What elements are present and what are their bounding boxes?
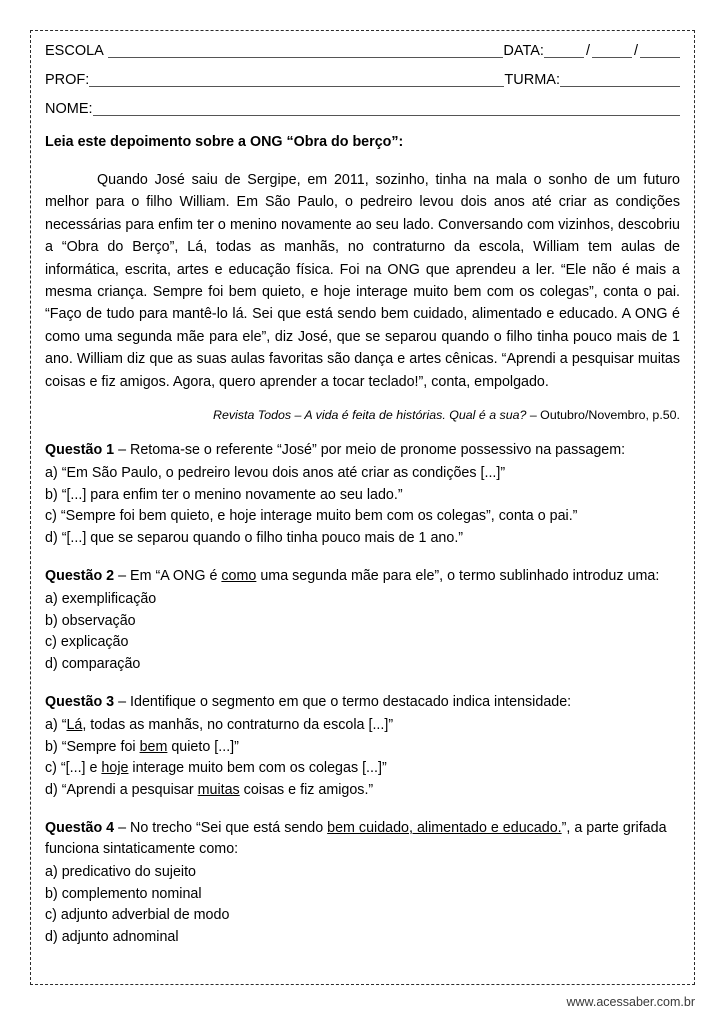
question-2-alternative-d[interactable] xyxy=(45,654,680,676)
alt-prefix: b) xyxy=(45,738,62,755)
alt-text-after: , todas as manhãs, no contraturno da escola [...]” xyxy=(82,717,394,734)
question-2-number: Questão 2 xyxy=(45,568,115,585)
question-1-alternative-d[interactable] xyxy=(45,528,680,550)
alt-text-after: quieto [...]” xyxy=(167,738,239,755)
question-4-stem xyxy=(45,818,680,860)
alt-text-before: “[...] que se separou quando o filho tinha pouco mais de 1 ano.” xyxy=(61,529,464,546)
worksheet-content xyxy=(45,132,680,948)
question-1-text-before: Retoma-se o referente “José” por meio de pronome possessivo na passagem: xyxy=(130,442,626,459)
question-2-text-after: uma segunda mãe para ele”, o termo sublinhado introduz uma: xyxy=(256,568,660,585)
question-3-alternative-b[interactable] xyxy=(45,737,680,759)
question-1-stem xyxy=(45,440,680,461)
question-4-number: Questão 4 xyxy=(45,820,115,837)
alt-prefix: d) xyxy=(45,655,62,672)
question-2-stem xyxy=(45,566,680,587)
alt-prefix: a) xyxy=(45,465,62,482)
question-3-dash: – xyxy=(114,694,131,711)
nome-label: NOME: xyxy=(45,101,93,117)
alt-prefix: d) xyxy=(45,781,62,798)
identification-block xyxy=(45,41,680,118)
footer-website[interactable]: www.acessaber.com.br xyxy=(566,995,695,1009)
alt-text-before: “[...] e xyxy=(60,760,102,777)
alt-underlined: bem xyxy=(139,738,168,755)
prof-turma-row xyxy=(45,72,680,89)
question-1-alternative-a[interactable] xyxy=(45,463,680,485)
question-4-alternative-b[interactable] xyxy=(45,884,680,906)
reading-passage: Quando José saiu de Sergipe, em 2011, sozinho, tinha na mala o sonho de um futuro melhor para o filho William. Em São Paulo, o pedreiro levou dois anos até criar as condições necessárias para enfim ter o menino novamente ao seu lado. Conversando com vizinhos, descobriu a “Obra do Berço”, Lá, todas as manhãs, no contraturno da escola, William tem aulas de informática, escrita, artes e educação física. Foi na ONG que aprendeu a ler. “Ele não é mais a mesma criança. Sempre foi bem quieto, e hoje interage muito bem com os colegas”, conta o pai. “Faço de tudo para mantê-lo lá. Sei que está sendo bem cuidado, alimentado e educado. A ONG é como uma segunda mãe para ele”, diz José, que se separou quando o filho tinha pouco mais de 1 ano. William diz que as suas aulas favoritas são dança e artes cênicas. “Aprendi a pesquisar muitas coisas e fiz amigos. Agora, quero aprender a tocar teclado!”, conta, empolgado. xyxy=(45,172,680,390)
question-4-dash: – xyxy=(114,820,131,837)
question-3-alternative-d[interactable] xyxy=(45,780,680,802)
reading-instruction: Leia este depoimento sobre a ONG “Obra do berço”: xyxy=(45,134,404,150)
alt-text-before: complemento nominal xyxy=(61,885,202,902)
alt-text-before: adjunto adverbial de modo xyxy=(60,907,230,924)
alt-text-after: coisas e fiz amigos.” xyxy=(239,781,374,798)
question-2-alternative-c[interactable] xyxy=(45,632,680,654)
data-month-field[interactable] xyxy=(592,44,632,58)
alt-text-before: explicação xyxy=(60,634,129,651)
alt-prefix: a) xyxy=(45,864,62,881)
alt-text-before: predicativo do sujeito xyxy=(61,864,197,881)
date-separator-2: / xyxy=(633,43,638,59)
question-4-alternative-c[interactable] xyxy=(45,905,680,927)
alt-text-before: “Sempre foi xyxy=(61,738,140,755)
prof-field[interactable] xyxy=(89,73,504,87)
question-1-alternative-b[interactable] xyxy=(45,485,680,507)
alt-text-before: “Aprendi a pesquisar xyxy=(61,781,198,798)
question-block-4 xyxy=(45,818,680,948)
alt-text-before: “ xyxy=(61,717,67,734)
question-3-alternative-a[interactable] xyxy=(45,715,680,737)
alt-text-before: observação xyxy=(61,612,136,629)
alt-prefix: b) xyxy=(45,612,62,629)
escola-data-row xyxy=(45,43,680,60)
nome-row xyxy=(45,101,680,118)
alt-text-before: exemplificação xyxy=(61,591,157,608)
question-block-3 xyxy=(45,692,680,801)
question-block-2 xyxy=(45,566,680,675)
question-4-text-after: ”, a parte grifada funciona sintaticamente como: xyxy=(45,820,667,858)
alt-prefix: a) xyxy=(45,591,62,608)
question-3-number: Questão 3 xyxy=(45,694,115,711)
alt-text-after: interage muito bem com os colegas [...]” xyxy=(128,760,387,777)
passage-source xyxy=(45,407,680,423)
question-3-text-before: Identifique o segmento em que o termo destacado indica intensidade: xyxy=(130,694,572,711)
turma-field[interactable] xyxy=(560,73,680,87)
prof-label: PROF: xyxy=(45,72,90,88)
alt-prefix: a) xyxy=(45,717,62,734)
nome-field[interactable] xyxy=(93,102,680,116)
question-1-number: Questão 1 xyxy=(45,442,115,459)
question-3-alternative-c[interactable] xyxy=(45,758,680,780)
worksheet-frame xyxy=(30,30,695,985)
alt-text-before: “Sempre foi bem quieto, e hoje interage muito bem com os colegas”, conta o pai.” xyxy=(60,508,578,525)
alt-prefix: c) xyxy=(45,508,61,525)
data-label: DATA: xyxy=(503,43,544,59)
data-day-field[interactable] xyxy=(544,44,584,58)
question-3-stem xyxy=(45,692,680,713)
escola-field[interactable] xyxy=(108,44,504,58)
question-4-alternative-a[interactable] xyxy=(45,862,680,884)
question-4-text-before: No trecho “Sei que está sendo xyxy=(130,820,328,837)
source-reference: – Outubro/Novembro, p.50. xyxy=(526,408,680,423)
question-2-alternative-b[interactable] xyxy=(45,611,680,633)
question-2-alternative-a[interactable] xyxy=(45,589,680,611)
question-1-alternative-c[interactable] xyxy=(45,506,680,528)
question-4-underlined: bem cuidado, alimentado e educado. xyxy=(327,820,562,837)
turma-label: TURMA: xyxy=(504,72,560,88)
alt-prefix: d) xyxy=(45,529,62,546)
alt-underlined: muitas xyxy=(197,781,240,798)
question-block-1 xyxy=(45,440,680,549)
question-1-dash: – xyxy=(114,442,131,459)
question-2-text-before: Em “A ONG é xyxy=(130,568,222,585)
data-year-field[interactable] xyxy=(640,44,680,58)
alt-prefix: d) xyxy=(45,928,62,945)
escola-label: ESCOLA xyxy=(45,43,104,59)
alt-text-before: “Em São Paulo, o pedreiro levou dois anos até criar as condições [...]” xyxy=(61,465,506,482)
alt-prefix: c) xyxy=(45,760,61,777)
question-4-alternative-d[interactable] xyxy=(45,927,680,949)
date-separator-1: / xyxy=(585,43,590,59)
alt-prefix: c) xyxy=(45,907,61,924)
source-title: Revista Todos – A vida é feita de histórias. Qual é a sua? xyxy=(213,408,527,423)
alt-text-before: comparação xyxy=(61,655,141,672)
question-2-dash: – xyxy=(114,568,131,585)
alt-prefix: b) xyxy=(45,486,62,503)
alt-text-before: adjunto adnominal xyxy=(61,928,179,945)
alt-prefix: c) xyxy=(45,634,61,651)
question-2-underlined: como xyxy=(221,568,257,585)
alt-underlined: hoje xyxy=(101,760,129,777)
alt-text-before: “[...] para enfim ter o menino novamente ao seu lado.” xyxy=(61,486,403,503)
alt-underlined: Lá xyxy=(66,717,83,734)
alt-prefix: b) xyxy=(45,885,62,902)
